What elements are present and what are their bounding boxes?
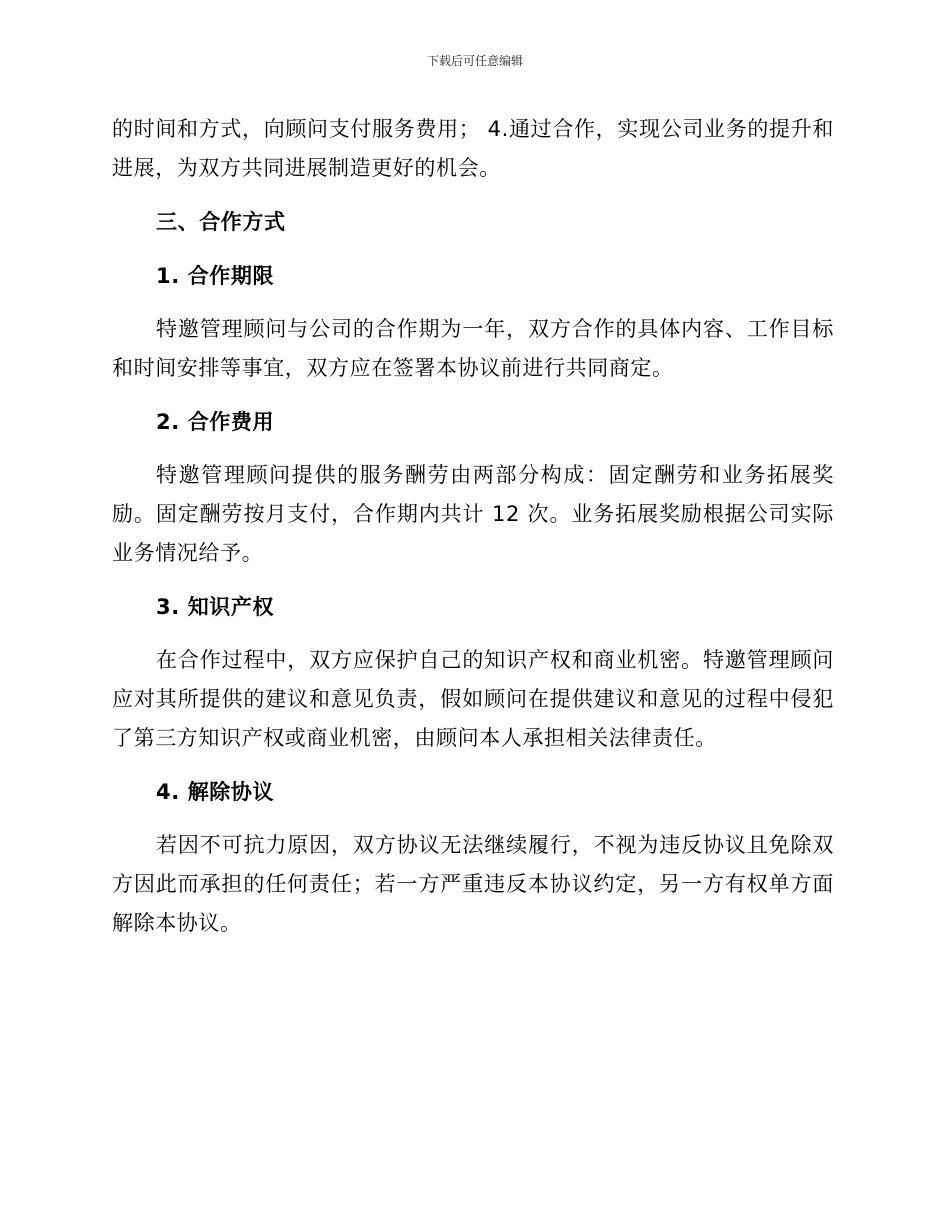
subsection-body-termination: 若因不可抗力原因，双方协议无法继续履行，不视为违反协议且免除双方因此而承担的任何责任；若一方严重违反本协议约定，另一方有权单方面解除本协议。 [112, 833, 834, 935]
subsection-heading-term: 1. 合作期限 [156, 264, 275, 288]
subsection-body-term: 特邀管理顾问与公司的合作期为一年，双方合作的具体内容、工作目标和时间安排等事宜，双方应在签署本协议前进行共同商定。 [112, 317, 834, 380]
header-note: 下载后可任意编辑 [426, 54, 523, 68]
subsection-heading-ip: 3. 知识产权 [156, 595, 275, 619]
document-body [112, 110, 834, 957]
subsection-body-fees: 特邀管理顾问提供的服务酬劳由两部分构成：固定酬劳和业务拓展奖励。固定酬劳按月支付，合作期内共计 12 次。业务拓展奖励根据公司实际业务情况给予。 [112, 463, 834, 565]
subsection-body-ip: 在合作过程中，双方应保护自己的知识产权和商业机密。特邀管理顾问应对其所提供的建议和意见负责，假如顾问在提供建议和意见的过程中侵犯了第三方知识产权或商业机密，由顾问本人承担相关法律责任。 [112, 648, 834, 750]
section-title: 三、合作方式 [156, 210, 286, 234]
subsection-heading-fees: 2. 合作费用 [156, 410, 275, 434]
subsection-heading-termination: 4. 解除协议 [156, 780, 275, 804]
intro-paragraph: 的时间和方式，向顾问支付服务费用； 4.通过合作，实现公司业务的提升和进展，为双方共同进展制造更好的机会。 [112, 117, 834, 180]
